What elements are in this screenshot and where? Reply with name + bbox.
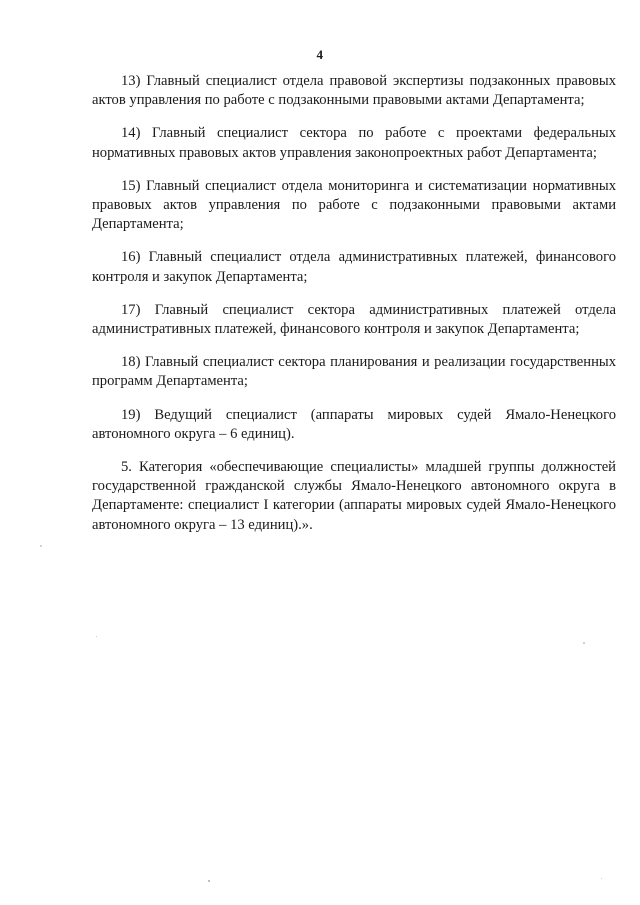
- scan-speck: [96, 636, 97, 637]
- scan-speck: [40, 545, 42, 547]
- scan-speck: [583, 642, 585, 644]
- page-number: 4: [316, 47, 324, 62]
- list-item-16: 16) Главный специалист отдела административных платежей, финансового контроля и закупок Департамента;: [92, 249, 616, 285]
- scan-speck: [208, 880, 210, 882]
- list-item-14: 14) Главный специалист сектора по работе с проектами федеральных нормативных правовых актов управления законопроектных работ Департамента;: [92, 125, 616, 161]
- list-item-18: 18) Главный специалист сектора планирования и реализации государственных программ Департамента;: [92, 354, 616, 390]
- category-paragraph-5: 5. Категория «обеспечивающие специалисты» младшей группы должностей государственной гражданской службы Ямало-Ненецкого автономного округа в Департаменте: специалист I категории (аппараты мировых судей Ямало-Ненецкого автономного округа – 13 единиц).».: [92, 459, 616, 533]
- list-item-17: 17) Главный специалист сектора административных платежей отдела административных платежей, финансового контроля и закупок Департамента;: [92, 301, 616, 338]
- list-item-13: 13) Главный специалист отдела правовой экспертизы подзаконных правовых актов управления по работе с подзаконными правовыми актами Департамента;: [92, 73, 616, 109]
- document-body: [92, 72, 616, 549]
- scan-speck: [601, 878, 602, 879]
- list-item-15: 15) Главный специалист отдела мониторинга и систематизации нормативных правовых актов управления по работе с подзаконными правовыми актами Департамента;: [92, 177, 616, 233]
- scan-speck: [366, 366, 367, 367]
- list-item-19: 19) Ведущий специалист (аппараты мировых судей Ямало-Ненецкого автономного округа – 6 единиц).: [92, 406, 616, 442]
